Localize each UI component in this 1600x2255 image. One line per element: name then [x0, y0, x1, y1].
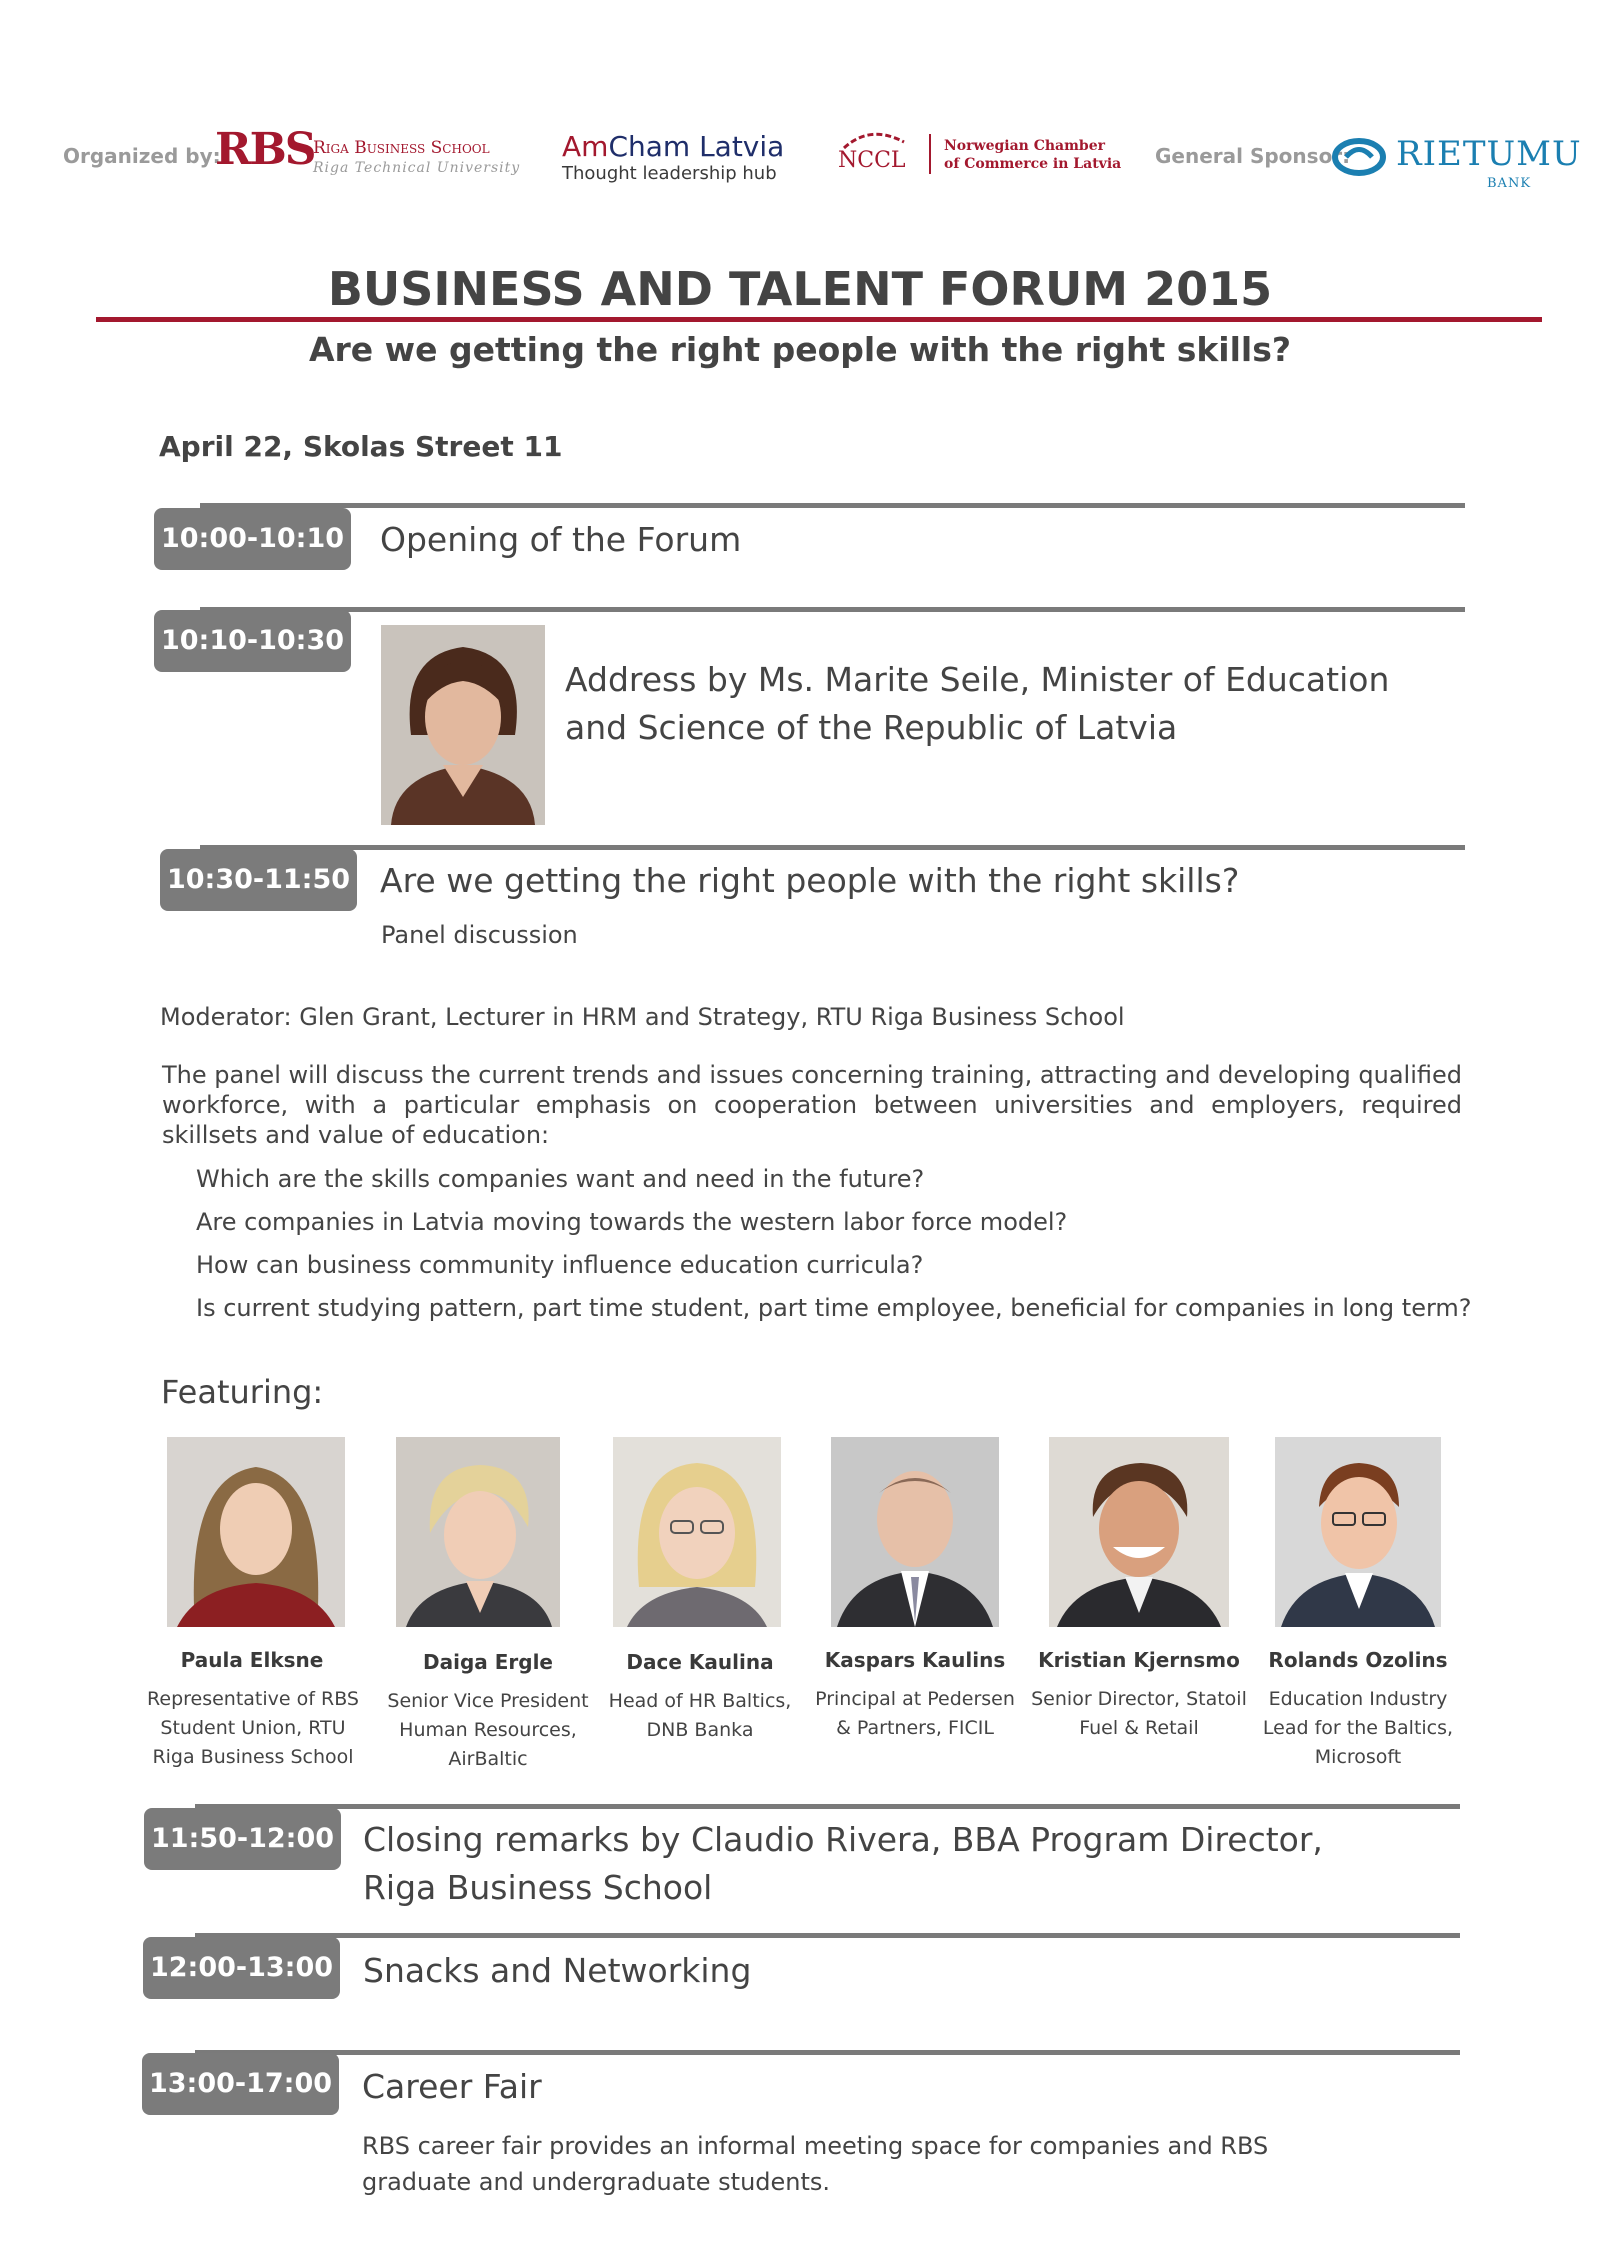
- nccl-logo-mark: NCCL: [838, 148, 906, 173]
- panelist-role: Head of HR Baltics, DNB Banka: [608, 1690, 792, 1741]
- list-item: Are companies in Latvia moving towards the western labor force model?: [196, 1208, 1068, 1236]
- session-description: RBS career fair provides an informal meeting space for companies and RBS graduate and undergraduate students.: [362, 2132, 1269, 2196]
- session-time-badge: 10:30-11:50: [160, 849, 357, 911]
- panelist-name: Rolands Ozolins: [1268, 1648, 1448, 1672]
- panel-questions: [196, 1158, 1472, 1330]
- panelist-name: Kristian Kjernsmo: [1038, 1648, 1240, 1672]
- panelist-photo: [1275, 1437, 1441, 1627]
- session-divider: [195, 2050, 1460, 2055]
- session-title: Snacks and Networking: [363, 1951, 752, 1990]
- panelist-photo: [831, 1437, 999, 1627]
- list-item: Is current studying pattern, part time student, part time employee, beneficial for companies in long term?: [196, 1294, 1472, 1322]
- general-sponsor-label: General Sponsor:: [1155, 144, 1351, 168]
- session-subtitle: Panel discussion: [381, 921, 578, 949]
- panelist-photo: [1049, 1437, 1229, 1627]
- organized-by-label: Organized by:: [63, 144, 221, 168]
- nccl-divider: [929, 134, 931, 174]
- panelist-name: Paula Elksne: [180, 1648, 324, 1672]
- panelist-name: Kaspars Kaulins: [824, 1648, 1006, 1672]
- session-time-badge: 10:00-10:10: [154, 508, 351, 570]
- session-time-badge: 10:10-10:30: [154, 610, 351, 672]
- nccl-logo-line2: of Commerce in Latvia: [944, 156, 1122, 172]
- session-divider: [195, 1933, 1460, 1938]
- panelist-role: Senior Director, Statoil Fuel & Retail: [1031, 1688, 1247, 1739]
- session-divider: [200, 503, 1465, 508]
- session-divider: [195, 1804, 1460, 1809]
- panelist-role: Representative of RBS Student Union, RTU Riga Business School: [147, 1688, 359, 1768]
- title-divider: [96, 317, 1542, 322]
- panelist-photo: [613, 1437, 781, 1627]
- session-divider: [200, 607, 1465, 612]
- panelist-role: Principal at Pedersen & Partners, FICIL: [815, 1688, 1015, 1739]
- session-time-badge: 12:00-13:00: [143, 1937, 340, 1999]
- panelist-role: Senior Vice President Human Resources, AirBaltic: [387, 1690, 589, 1770]
- rietumu-swirl-icon: [1330, 134, 1388, 180]
- panelist-role: Education Industry Lead for the Baltics, Microsoft: [1262, 1688, 1454, 1768]
- panelist-name: Daiga Ergle: [423, 1650, 553, 1674]
- amcham-logo-tagline: Thought leadership hub: [562, 163, 777, 184]
- list-item: Which are the skills companies want and need in the future?: [196, 1165, 925, 1193]
- minister-photo: [381, 625, 545, 825]
- session-title: Opening of the Forum: [380, 520, 742, 559]
- panelist-photo: [396, 1437, 560, 1627]
- session-title: Are we getting the right people with the right skills?: [380, 861, 1240, 900]
- rbs-logo-sub: Riga Technical University: [313, 160, 521, 176]
- panel-description: The panel will discuss the current trends and issues concerning training, attracting and developing qualified workforce, with a particular emphasis on cooperation between universities and employers, required skillsets and value of education:: [162, 1061, 1462, 1149]
- session-time-badge: 13:00-17:00: [142, 2053, 339, 2115]
- panelist-photo: [167, 1437, 345, 1627]
- nccl-logo-line1: Norwegian Chamber: [944, 138, 1105, 154]
- rietumu-logo-sub: BANK: [1487, 176, 1532, 191]
- panel-moderator: Moderator: Glen Grant, Lecturer in HRM and Strategy, RTU Riga Business School: [160, 1003, 1125, 1031]
- list-item: How can business community influence education curricula?: [196, 1251, 924, 1279]
- session-title: Career Fair: [362, 2067, 542, 2106]
- featuring-label: Featuring:: [161, 1373, 324, 1411]
- panelist-name: Dace Kaulina: [626, 1650, 774, 1674]
- rbs-logo-mark: RBS: [215, 124, 315, 175]
- event-date-location: April 22, Skolas Street 11: [159, 430, 563, 463]
- amcham-logo-name: AmCham Latvia: [562, 130, 785, 163]
- amcham-logo: [562, 130, 784, 184]
- page-title: BUSINESS AND TALENT FORUM 2015: [327, 262, 1273, 316]
- session-title: Address by Ms. Marite Seile, Minister of Education and Science of the Republic of Latvia: [565, 660, 1390, 747]
- session-divider: [200, 845, 1465, 850]
- session-time-badge: 11:50-12:00: [144, 1808, 341, 1870]
- rbs-logo-name: Riga Business School: [313, 138, 490, 158]
- page-subtitle: Are we getting the right people with the right skills?: [308, 330, 1292, 369]
- nccl-arc-icon: [840, 128, 910, 150]
- session-title: Closing remarks by Claudio Rivera, BBA Program Director, Riga Business School: [363, 1820, 1323, 1907]
- rietumu-logo-name: RIETUMU: [1396, 134, 1582, 174]
